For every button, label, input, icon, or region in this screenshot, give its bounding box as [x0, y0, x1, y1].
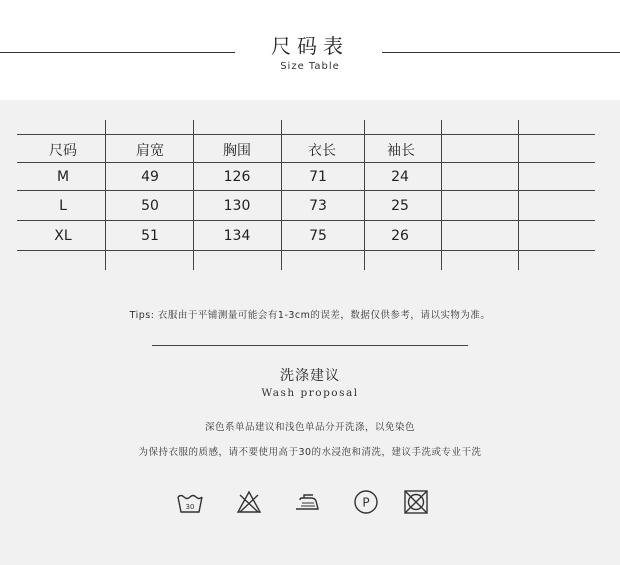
- no-bleach-icon: [235, 488, 263, 516]
- measurement-tips: Tips: 衣服由于平铺测量可能会有1-3cm的误差，数据仅供参考，请以实物为准。: [129, 310, 491, 321]
- table-cell-length: 71: [309, 169, 327, 185]
- column-header-shoulder: 肩宽: [136, 143, 164, 159]
- table-cell-chest: 126: [223, 169, 251, 185]
- table-cell-sleeve: 24: [391, 169, 409, 185]
- table-cell-length: 73: [309, 198, 327, 214]
- page-subtitle: Size Table: [280, 61, 340, 72]
- table-cell-sleeve: 26: [391, 228, 409, 244]
- dry-clean-p-icon: [352, 488, 380, 516]
- wash-advice-line: 为保持衣服的质感，请不要使用高于30的水浸泡和清洗，建议手洗或专业干洗: [138, 447, 482, 458]
- column-header-size: 尺码: [49, 143, 77, 159]
- column-header-chest: 胸围: [223, 143, 251, 159]
- table-cell-sleeve: 25: [391, 198, 409, 214]
- no-tumble-dry-icon: [402, 488, 430, 516]
- table-cell-size: L: [59, 198, 67, 214]
- table-divider: [518, 120, 519, 270]
- iron-icon: [293, 488, 321, 516]
- wash-30-icon: [176, 488, 204, 516]
- wash-subtitle: Wash proposal: [261, 387, 359, 399]
- table-rule: [17, 220, 595, 221]
- wash-advice-line: 深色系单品建议和浅色单品分开洗涤，以免染色: [204, 422, 415, 433]
- svg-text:30: 30: [185, 503, 195, 511]
- table-cell-shoulder: 49: [141, 169, 159, 185]
- table-cell-chest: 134: [223, 228, 251, 244]
- table-cell-size: XL: [54, 228, 72, 244]
- table-cell-chest: 130: [223, 198, 251, 214]
- table-rule: [17, 190, 595, 191]
- table-cell-shoulder: 50: [141, 198, 159, 214]
- table-rule: [17, 162, 595, 163]
- column-header-length: 衣长: [308, 143, 336, 159]
- table-cell-length: 75: [309, 228, 327, 244]
- wash-title: 洗涤建议: [280, 368, 340, 384]
- svg-text:P: P: [362, 495, 370, 510]
- section-divider: [152, 345, 468, 346]
- page-title: 尺码表: [271, 34, 349, 58]
- column-header-sleeve: 袖长: [387, 143, 415, 159]
- table-cell-size: M: [56, 169, 70, 185]
- table-rule: [17, 134, 595, 135]
- table-rule: [17, 250, 595, 251]
- table-cell-shoulder: 51: [141, 228, 159, 244]
